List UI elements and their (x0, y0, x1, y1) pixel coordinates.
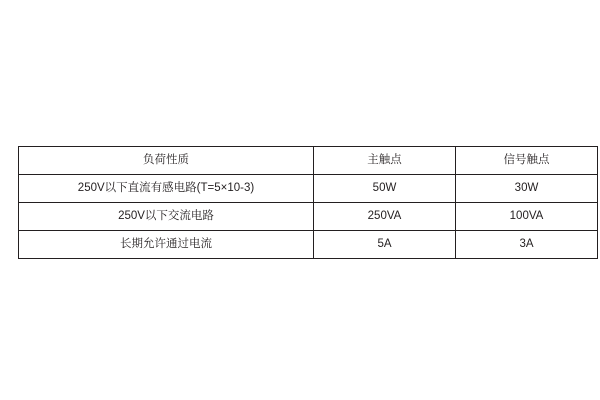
table-row (19, 175, 598, 203)
column-header-signal-contact: 信号触点 (456, 147, 598, 175)
cell-load-1: 250V以下直流有感电路(T=5×10-3) (19, 175, 314, 203)
contact-rating-table (18, 146, 598, 259)
cell-load-2: 250V以下交流电路 (19, 203, 314, 231)
column-header-load: 负荷性质 (19, 147, 314, 175)
cell-signal-3: 3A (456, 231, 598, 259)
cell-signal-1: 30W (456, 175, 598, 203)
table-row (19, 203, 598, 231)
table-header-row (19, 147, 598, 175)
spec-table-container (18, 146, 582, 259)
column-header-main-contact: 主触点 (314, 147, 456, 175)
cell-main-2: 250VA (314, 203, 456, 231)
cell-main-1: 50W (314, 175, 456, 203)
cell-signal-2: 100VA (456, 203, 598, 231)
cell-main-3: 5A (314, 231, 456, 259)
cell-load-3: 长期允许通过电流 (19, 231, 314, 259)
table-row (19, 231, 598, 259)
